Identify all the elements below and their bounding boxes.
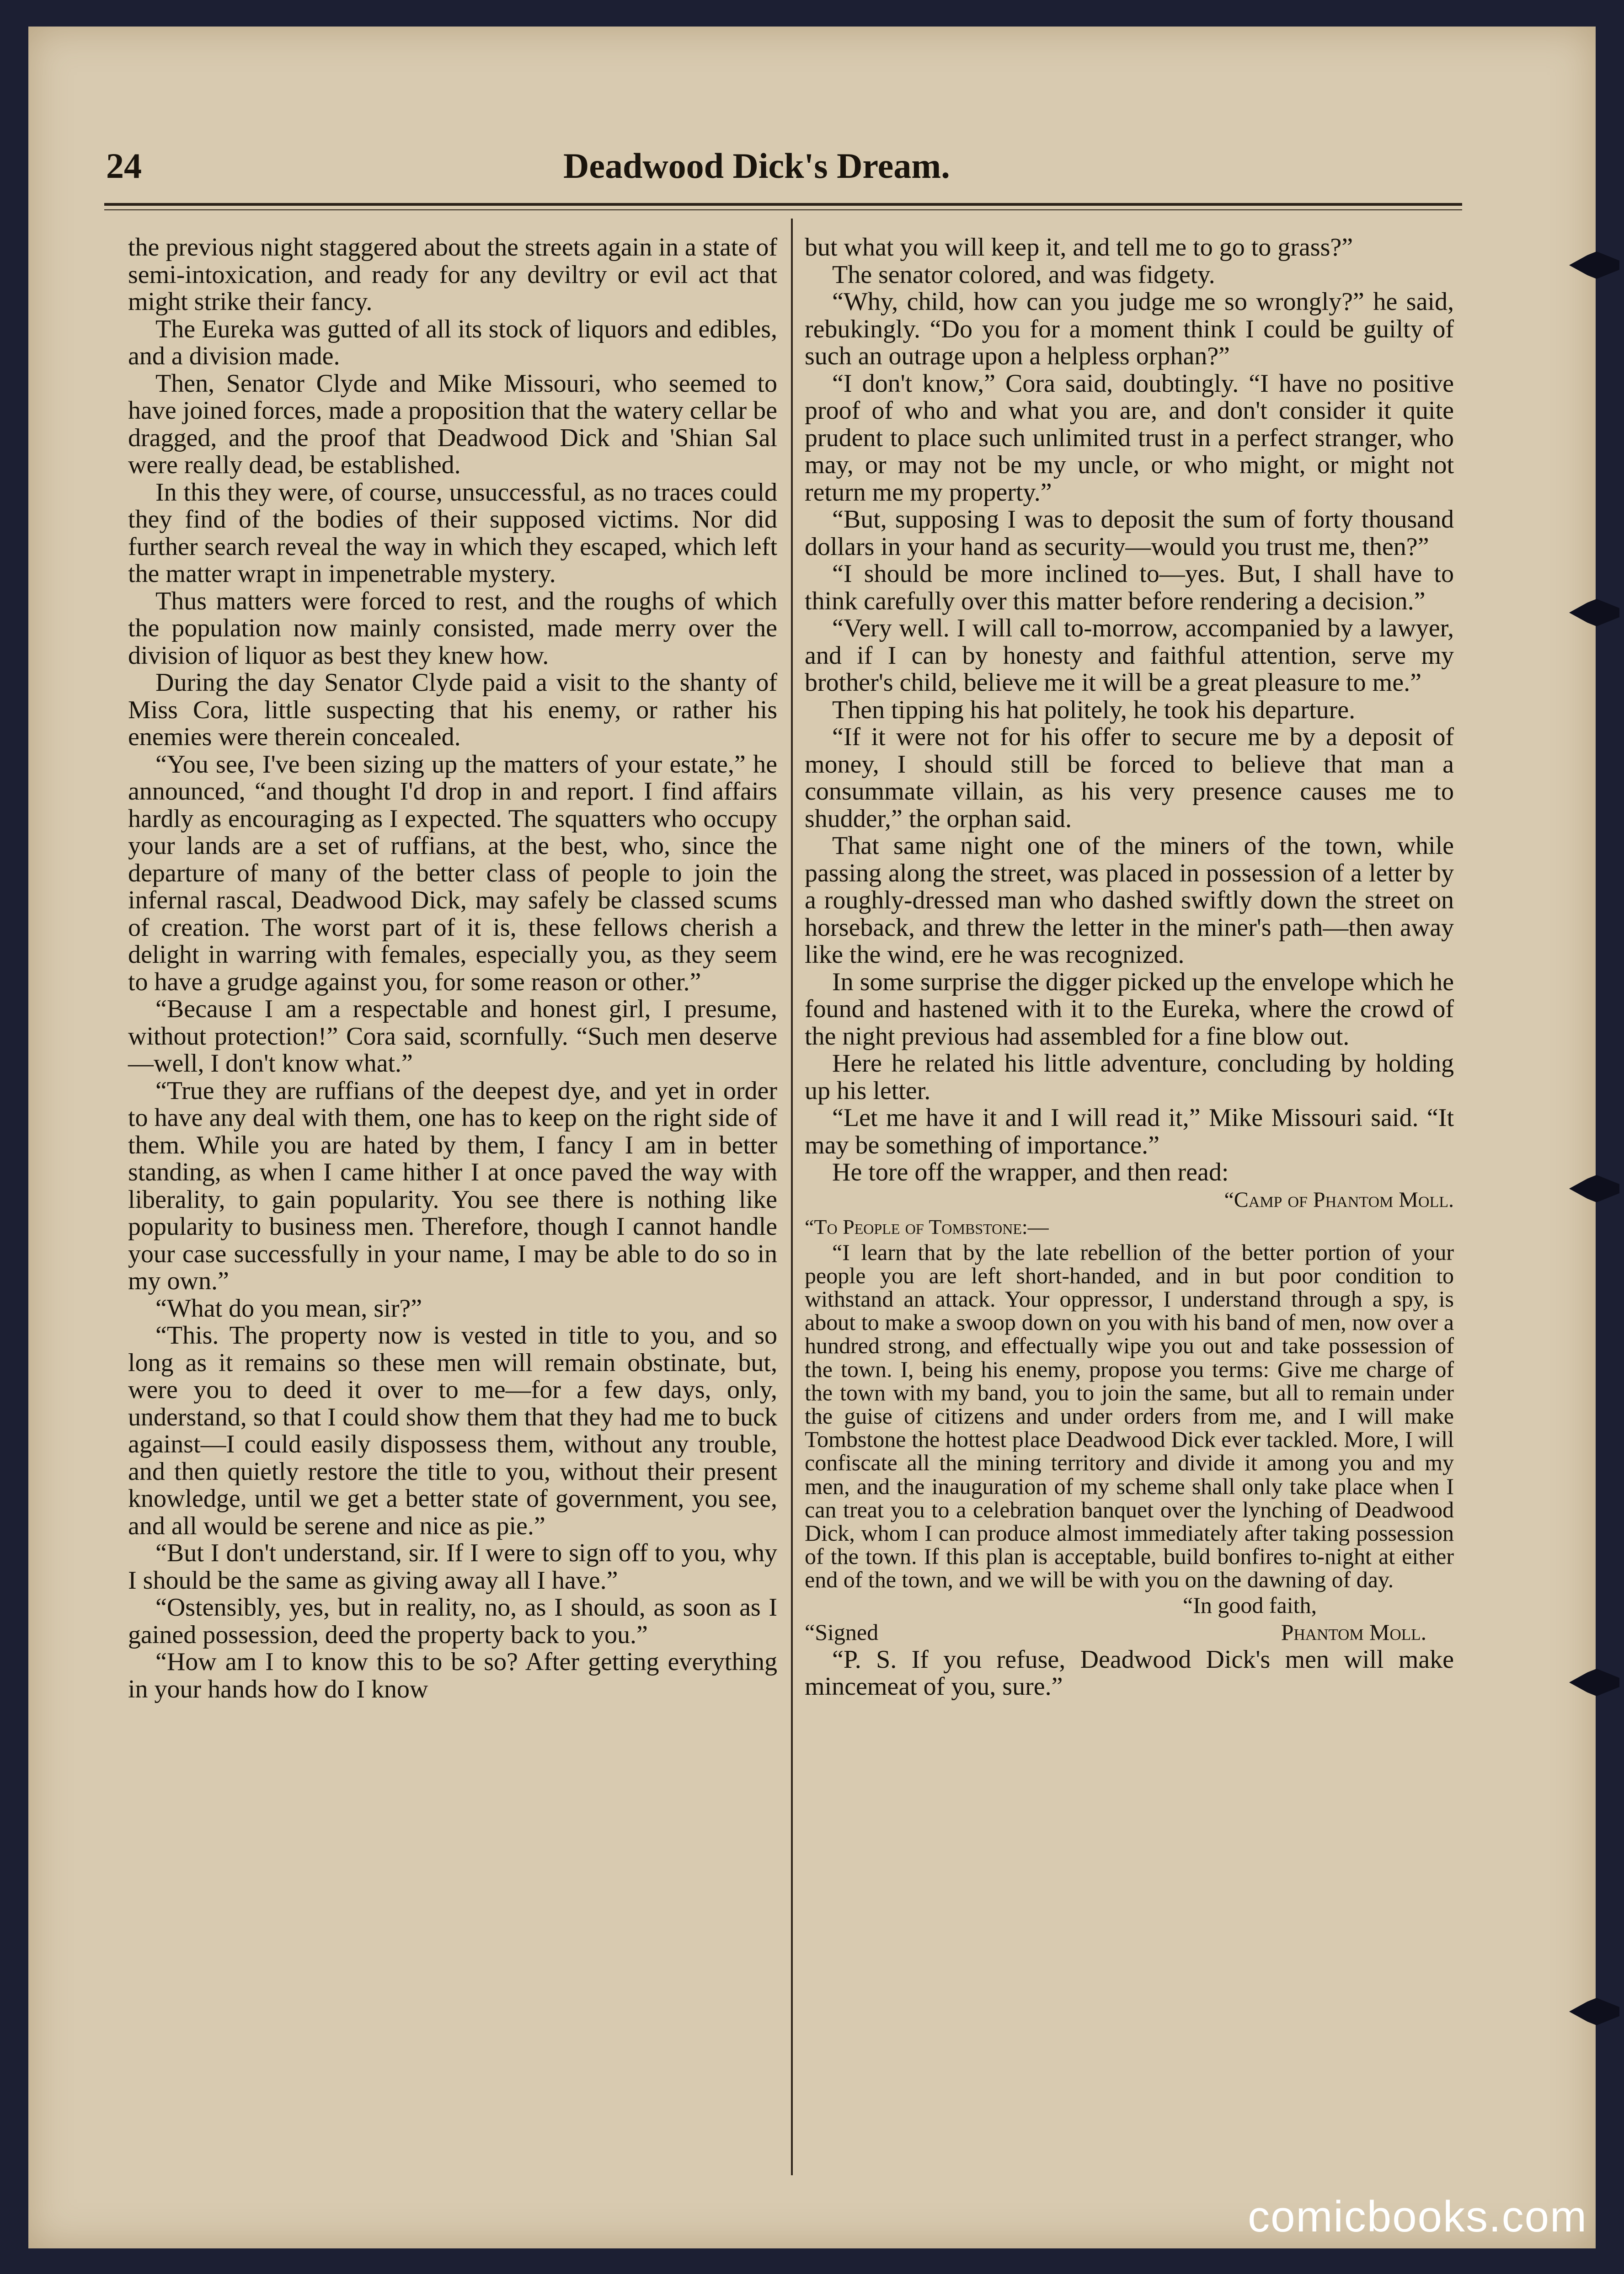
paragraph: “But I don't understand, sir. If I were to sign off to you, why I should be the same as giving away all I have.” — [128, 1539, 777, 1595]
paragraph: “True they are ruffians of the deepest dye, and yet in order to have any deal with them, one has to keep on the right side of them. While you are hated by them, I fancy I am in better standing, as when I came hither I at once paved the way with liberality, to gain popularity. You see there is nothing like popularity to business men. Therefore, though I cannot handle your case successfully in your name, I may be able to do so in my own.” — [128, 1076, 777, 1295]
paragraph: “If it were not for his offer to secure me by a deposit of money, I should still be forced to believe that man a consummate villain, as his very presence causes me to shudder,” the orphan said. — [805, 723, 1454, 833]
signed-label: “Signed — [805, 1619, 879, 1645]
header-rule — [104, 203, 1462, 206]
right-column — [805, 234, 1454, 1701]
paragraph: Here he related his little adventure, concluding by holding up his letter. — [805, 1049, 1454, 1105]
letter-salutation: “To People of Tombstone:— — [805, 1215, 1049, 1238]
watermark: comicbooks.com — [1248, 2192, 1587, 2241]
paragraph: In this they were, of course, unsuccessful, as no traces could they find of the bodies of their supposed victims. Nor did further search reveal the way in which they escaped, which left the matter wrapt in impenetrable mystery. — [128, 478, 777, 588]
binding-staple-icon — [1569, 247, 1619, 283]
letter-dateline: “Camp of Phantom Moll. — [1224, 1187, 1454, 1212]
paragraph: “Very well. I will call to-morrow, accompanied by a lawyer, and if I can by honesty and faithful attention, serve my brother's child, believe me it will be a great pleasure to me.” — [805, 614, 1454, 697]
paragraph: “You see, I've been sizing up the matters of your estate,” he announced, “and thought I'd drop in and report. I find affairs hardly as encouraging as I expected. The squatters who occupy your lands are a set of ruffians, at the best, who, since the departure of many of the better class of people to join the infernal rascal, Deadwood Dick, may safely be classed scums of creation. The worst part of it is, these fellows cherish a delight in warring with females, especially you, as they seem to have a grudge against you, for some reason or other.” — [128, 750, 777, 996]
paragraph: “I should be more inclined to—yes. But, I shall have to think carefully over this matter before rendering a decision.” — [805, 560, 1454, 615]
paragraph: “But, supposing I was to deposit the sum of forty thousand dollars in your hand as security—would you trust me, then?” — [805, 505, 1454, 561]
postscript: “P. S. If you refuse, Deadwood Dick's men will make mincemeat of you, sure.” — [805, 1645, 1454, 1701]
paragraph: but what you will keep it, and tell me to go to grass?” — [805, 233, 1353, 262]
running-title: Deadwood Dick's Dream. — [563, 146, 950, 186]
paragraph: “Let me have it and I will read it,” Mike Missouri said. “It may be something of importance.” — [805, 1104, 1454, 1159]
paragraph: During the day Senator Clyde paid a visit to the shanty of Miss Cora, little suspecting that his enemy, or rather his enemies were therein concealed. — [128, 668, 777, 751]
column-divider — [791, 219, 793, 2175]
paragraph: “Why, child, how can you judge me so wrongly?” he said, rebukingly. “Do you for a moment think I could be guilty of such an outrage upon a helpless orphan?” — [805, 288, 1454, 370]
binding-staple-icon — [1569, 594, 1619, 631]
paragraph: “This. The property now is vested in title to you, and so long as it remains so these men will remain obstinate, but, were you to deed it over to me—for a few days, only, understand, so that I could show them that they had me to buck against—I could easily dispossess them, without any trouble, and then quietly restore the title to you, without their present knowledge, until we get a better state of government, you see, and all would be serene and nice as pie.” — [128, 1321, 777, 1540]
signature-name: Phantom Moll. — [1281, 1619, 1426, 1645]
paragraph: the previous night staggered about the streets again in a state of semi-intoxication, and ready for any deviltry or evil act that might strike their fancy. — [128, 233, 777, 316]
paragraph: “How am I to know this to be so? After getting everything in your hands how do I know — [128, 1648, 777, 1703]
letter-body: “I learn that by the late rebellion of the better portion of your people you are left short-handed, and in but poor condition to withstand an attack. Your oppressor, I understand through a spy, is about to make a swoop down on you with his band of men, now over a hundred strong, and effectually wipe you out and take possession of the town. I, being his enemy, propose you terms: Give me charge of the town with my band, you to join the same, but all to remain under the guise of citizens and under orders from me, and I will make Tombstone the hottest place Deadwood Dick ever tackled. More, I will confiscate all the mining territory and divide it among you and my men, and the inauguration of my scheme shall only take place when I can treat you to a celebration banquet over the lynching of Deadwood Dick, whom I can produce almost immediately after taking possession of the town. If this plan is acceptable, build bonfires to-night at either end of the town, and we will be with you on the dawning of day. — [805, 1239, 1454, 1593]
header-rule-thin — [104, 209, 1462, 210]
left-column — [128, 234, 777, 1703]
paragraph: “I don't know,” Cora said, doubtingly. “I have no positive proof of who and what you are, and don't consider it quite prudent to place such unlimited trust in a perfect stranger, who may, or may not be my uncle, or who might, or might not return me my property.” — [805, 369, 1454, 507]
binding-staple-icon — [1569, 1664, 1619, 1701]
paragraph: Then tipping his hat politely, he took his departure. — [832, 695, 1356, 724]
paragraph: In some surprise the digger picked up the envelope which he found and hastened with it to the Eureka, where the crowd of the night previous had assembled for a fine blow out. — [805, 967, 1454, 1051]
paragraph: “What do you mean, sir?” — [155, 1294, 422, 1323]
binding-staple-icon — [1569, 1170, 1619, 1207]
paragraph: “Because I am a respectable and honest girl, I presume, without protection!” Cora said, scornfully. “Such men deserve—well, I don't know what.” — [128, 995, 777, 1078]
paragraph: He tore off the wrapper, and then read: — [832, 1158, 1229, 1186]
paragraph: The Eureka was gutted of all its stock of liquors and edibles, and a division made. — [128, 315, 777, 370]
paragraph: The senator colored, and was fidgety. — [832, 260, 1215, 289]
paragraph: Then, Senator Clyde and Mike Missouri, who seemed to have joined forces, made a proposition that the watery cellar be dragged, and the proof that Deadwood Dick and 'Shian Sal were really dead, be established. — [128, 369, 777, 479]
binding-staple-icon — [1569, 1993, 1619, 2030]
paragraph: “Ostensibly, yes, but in reality, no, as I should, as soon as I gained possession, deed the property back to you.” — [128, 1593, 777, 1649]
letter-closing: “In good faith, — [1183, 1592, 1317, 1618]
paragraph: That same night one of the miners of the town, while passing along the street, was placed in possession of a letter by a roughly-dressed man who dashed swiftly down the street on horseback, and threw the letter in the miner's path—then away like the wind, ere he was recognized. — [805, 832, 1454, 969]
page-number: 24 — [106, 146, 142, 186]
paragraph: Thus matters were forced to rest, and the roughs of which the population now mainly consisted, made merry over the division of liquor as best they knew how. — [128, 587, 777, 670]
letter-signature-line — [805, 1619, 1454, 1646]
